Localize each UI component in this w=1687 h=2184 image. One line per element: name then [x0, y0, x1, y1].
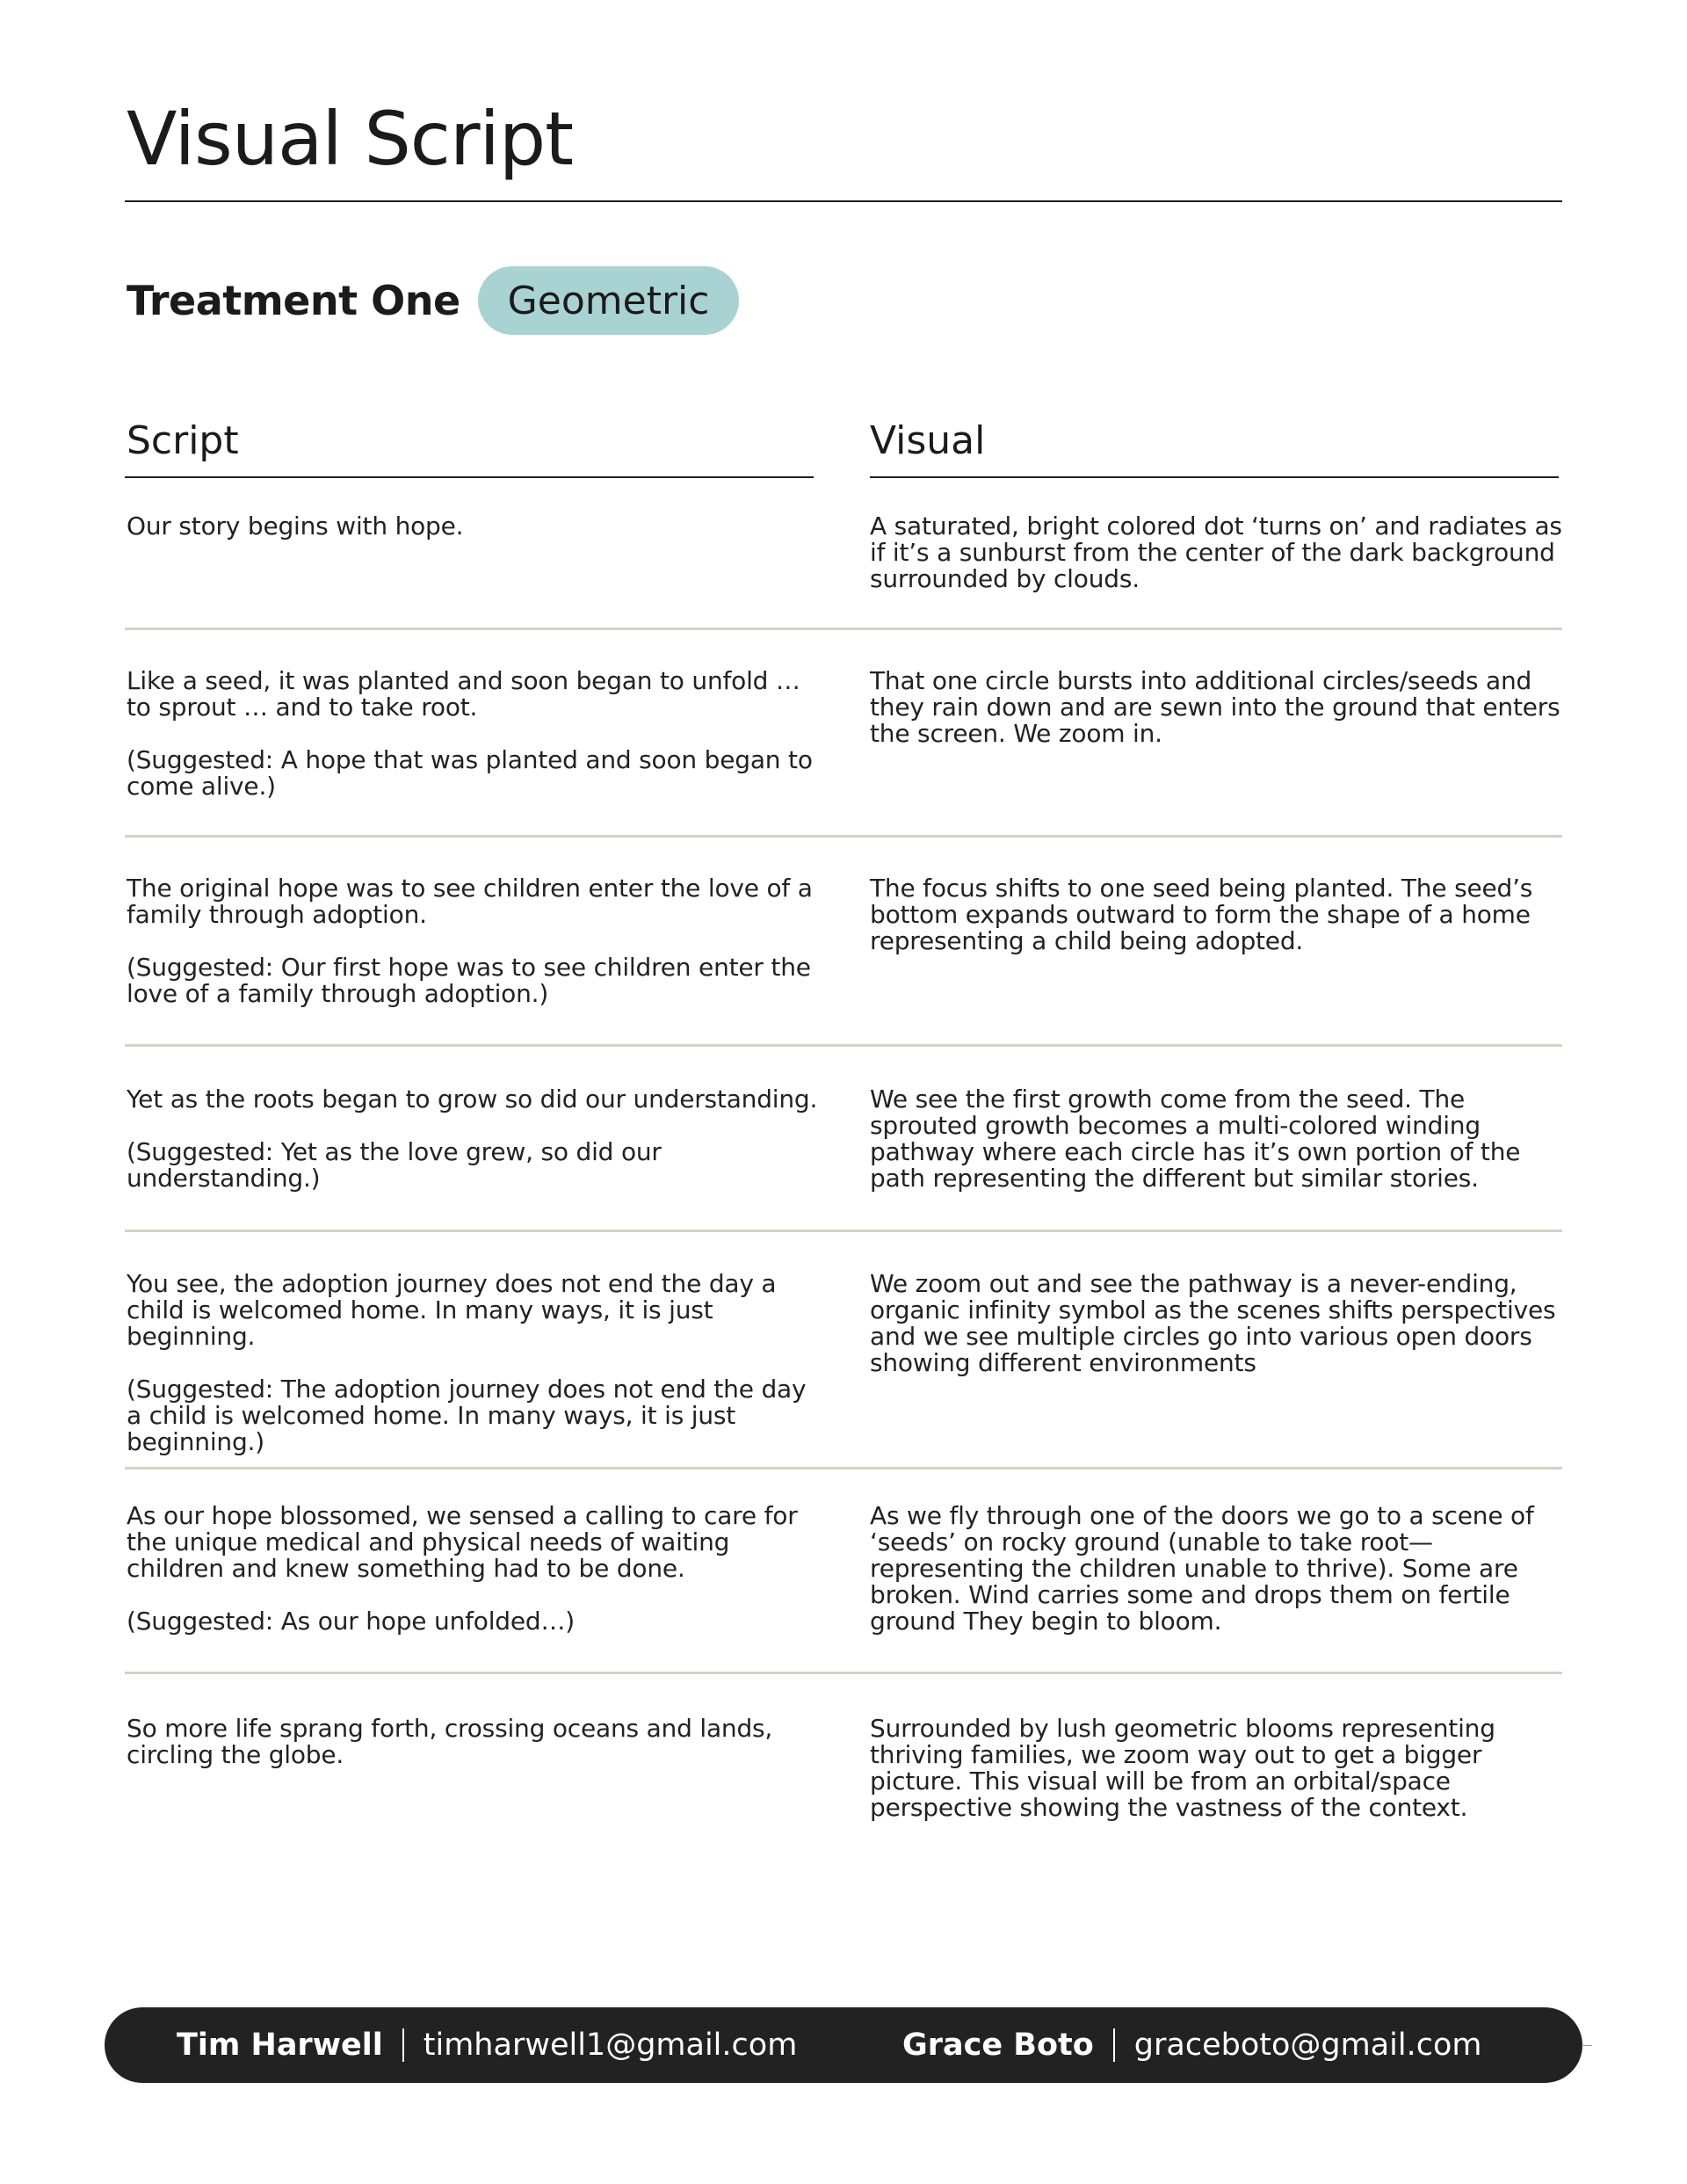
script-cell — [127, 668, 821, 800]
visual-description: We see the first growth come from the seed. The sprouted growth becomes a multi-colored winding pathway where each circle has it’s own portion of the path representing the different but similar stories. — [870, 1085, 1521, 1193]
contact-email[interactable]: timharwell1@gmail.com — [423, 2028, 798, 2063]
visual-cell — [870, 513, 1564, 592]
treatment-style-tag: Geometric — [478, 266, 740, 335]
script-cell — [127, 875, 821, 1007]
row-divider — [125, 1672, 1562, 1674]
visual-column-heading: Visual — [870, 418, 986, 463]
script-cell — [127, 513, 821, 540]
page-title: Visual Script — [127, 96, 574, 182]
visual-cell — [870, 1271, 1564, 1376]
visual-cell — [870, 1716, 1564, 1821]
contact-email[interactable]: graceboto@gmail.com — [1133, 2028, 1482, 2063]
script-suggestion: (Suggested: A hope that was planted and soon began to come alive.) — [127, 745, 813, 801]
script-line: So more life sprang forth, crossing oceans and lands, circling the globe. — [127, 1714, 773, 1769]
contact-grace-boto — [902, 2007, 1481, 2083]
contact-name: Tim Harwell — [177, 2028, 383, 2063]
visual-description: The focus shifts to one seed being planted. The seed’s bottom expands outward to form the shape of a home representing a child being adopted. — [870, 874, 1533, 955]
contact-name: Grace Boto — [902, 2028, 1094, 2063]
script-line: As our hope blossomed, we sensed a calling to care for the unique medical and physical needs of waiting children and knew something had to be done. — [127, 1501, 798, 1583]
title-divider — [125, 200, 1562, 202]
row-divider — [125, 628, 1562, 630]
script-cell — [127, 1716, 821, 1768]
script-suggestion: (Suggested: Our first hope was to see children enter the love of a family through adoption.) — [127, 953, 811, 1008]
treatment-label: Treatment One — [127, 277, 460, 324]
row-divider — [125, 1467, 1562, 1469]
contact-separator — [1113, 2028, 1115, 2062]
visual-cell — [870, 875, 1564, 954]
script-line: Our story begins with hope. — [127, 512, 464, 541]
visual-description: We zoom out and see the pathway is a never-ending, organic infinity symbol as the scenes shifts perspectives and we see multiple circles go into various open doors showing different environments — [870, 1269, 1556, 1377]
contact-footer — [105, 2007, 1582, 2083]
script-line: Like a seed, it was planted and soon began to unfold … to sprout … and to take root. — [127, 666, 800, 722]
script-column-heading: Script — [127, 418, 239, 463]
script-suggestion: (Suggested: Yet as the love grew, so did our understanding.) — [127, 1137, 662, 1193]
script-line: You see, the adoption journey does not end the day a child is welcomed home. In many ways, it is just beginning. — [127, 1269, 777, 1351]
script-column-divider — [125, 476, 814, 478]
script-cell — [127, 1271, 821, 1455]
script-cell — [127, 1086, 821, 1192]
treatment-header — [127, 265, 739, 336]
contact-tim-harwell — [177, 2007, 797, 2083]
script-suggestion: (Suggested: As our hope unfolded…) — [127, 1607, 575, 1636]
visual-cell — [870, 668, 1564, 747]
visual-description: That one circle bursts into additional circles/seeds and they rain down and are sewn into the ground that enters the screen. We zoom in. — [870, 666, 1560, 748]
visual-description: Surrounded by lush geometric blooms representing thriving families, we zoom way out to get a bigger picture. This visual will be from an orbital/space perspective showing the vastness of the context. — [870, 1714, 1495, 1822]
contact-separator — [402, 2028, 404, 2062]
visual-description: A saturated, bright colored dot ‘turns on’ and radiates as if it’s a sunburst from the center of the dark background surrounded by clouds. — [870, 512, 1562, 593]
script-cell — [127, 1503, 821, 1635]
row-divider — [125, 835, 1562, 838]
script-line: Yet as the roots began to grow so did our understanding. — [127, 1085, 818, 1114]
visual-cell — [870, 1086, 1564, 1192]
row-divider — [125, 1044, 1562, 1047]
footer-line-tail — [1582, 2045, 1592, 2046]
row-divider — [125, 1230, 1562, 1232]
visual-column-divider — [870, 476, 1559, 478]
script-suggestion: (Suggested: The adoption journey does not end the day a child is welcomed home. In many ways, it is just beginning.) — [127, 1375, 807, 1456]
visual-cell — [870, 1503, 1564, 1635]
visual-description: As we fly through one of the doors we go to a scene of ‘seeds’ on rocky ground (unable to take root—representing the children unable to thrive). Some are broken. Wind carries some and drops them on fertile ground They begin to bloom. — [870, 1501, 1534, 1636]
script-line: The original hope was to see children enter the love of a family through adoption. — [127, 874, 813, 929]
